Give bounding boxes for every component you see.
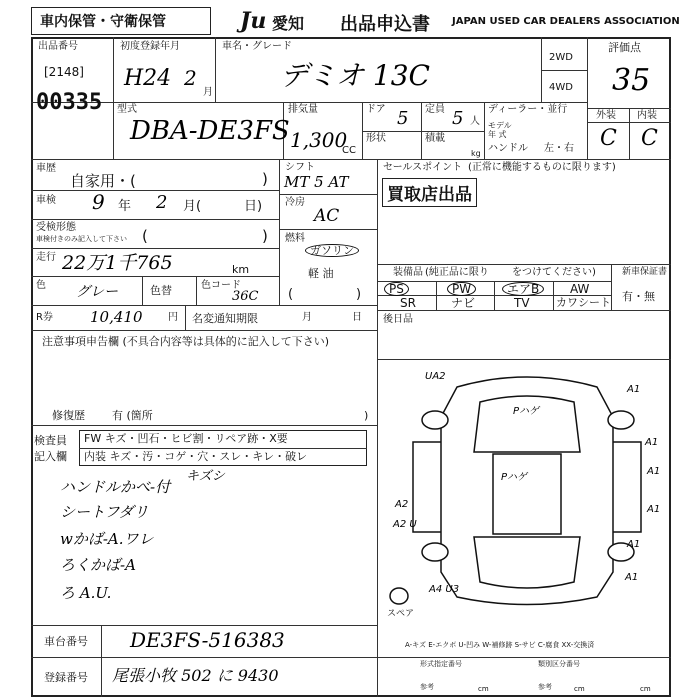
displacement-value: 1,300 [290, 128, 348, 152]
mark-a1-right3: A1 [647, 504, 661, 515]
lot-label: 出品番号 [38, 41, 78, 52]
inspection-year-unit: 年 [118, 199, 132, 214]
dealer-label: ディーラー・並行 [488, 104, 568, 115]
receive-close: ) [262, 227, 268, 245]
storage-text: 車内保管・守衛保管 [40, 14, 166, 30]
score-value: 35 [612, 63, 651, 98]
cert-label-2: 類別区分番号 [538, 660, 580, 668]
capacity-value: 5 [452, 108, 464, 129]
sales-point-label: セールスポイント [383, 162, 463, 173]
sales-point-sub: (正常に機能するものに限ります) [468, 162, 616, 173]
name-change-month: 月 [302, 312, 312, 323]
load-label: 積載 [425, 133, 445, 144]
mark-a1-right: A1 [645, 437, 659, 448]
drive-2wd: 2WD [549, 52, 573, 63]
capacity-label: 定員 [425, 104, 445, 115]
fuel-close: ) [356, 287, 362, 302]
color-value: グレー [76, 284, 118, 300]
model-year-label: モデル 年 式 [488, 121, 512, 139]
inspector-label-1: 検査員 [34, 434, 67, 447]
mileage-unit: km [232, 263, 250, 276]
mark-a1-front: A1 [627, 384, 641, 395]
cert-cm-1: cm [478, 685, 489, 693]
registration-value: 尾張小牧 502 に 9430 [112, 666, 279, 685]
frame-value: DE3FS-516383 [130, 628, 285, 652]
inspector-label-2: 記入欄 [34, 450, 67, 463]
displacement-label: 排気量 [288, 104, 318, 115]
note-5: ろくかば-A [60, 556, 136, 574]
drive-4wd: 4WD [549, 82, 573, 93]
repair-close: ) [364, 409, 369, 422]
mileage-value: 22万1千765 [62, 252, 173, 274]
handle-options: 左・右 [544, 143, 574, 154]
mark-a2-left2: A2 U [393, 519, 417, 530]
recycle-label: R券 [36, 312, 53, 323]
notes-label: 注意事項申告欄 (不具合内容等は具体的に記入して下さい) [42, 335, 330, 348]
fuel-diesel: 軽 油 [308, 267, 334, 280]
name-change-label: 名変通知期限 [192, 312, 258, 325]
mark-a4-u3: A4 U3 [429, 584, 460, 595]
history-value: 自家用・( [70, 172, 136, 190]
equipment-sub: (純正品に限り [425, 267, 489, 278]
doors-value: 5 [397, 108, 409, 129]
lot-bracket: [2148] [44, 65, 84, 79]
ac-label: 冷房 [285, 197, 305, 208]
fuel-gasoline: ガソリン [305, 244, 359, 257]
recycle-value: 10,410 [90, 308, 143, 326]
cert-label-1: 形式指定番号 [420, 660, 462, 668]
new-warranty-label: 新車保証書 [622, 267, 668, 277]
mark-a1-rear-right: A1 [625, 572, 639, 583]
mark-a1-right2: A1 [647, 466, 661, 477]
displacement-unit: CC [342, 145, 356, 156]
frame-label: 車台番号 [44, 635, 88, 648]
exterior-label: 外装 [596, 110, 616, 121]
inspection-label: 車検 [36, 195, 56, 206]
mark-pハゲ-1: Pハゲ [513, 406, 540, 417]
equipment-label: 装備品 [393, 267, 423, 278]
cert-ref-1: 参考 [420, 683, 434, 691]
chassis-type-label: 型式 [117, 104, 137, 115]
equip-airbag: エアB [502, 282, 544, 296]
equip-pw: PW [447, 282, 476, 296]
receive-label: 受検形態 [36, 222, 76, 233]
back-label: 後日品 [383, 314, 413, 325]
car-diagram [385, 362, 669, 620]
color-code-label: 色コード [201, 280, 241, 291]
shift-label: シフト [285, 162, 315, 173]
note-3: シートフダリ [60, 503, 149, 521]
form-title: 出品申込書 [340, 14, 430, 35]
ju-logo: Ju [240, 8, 267, 34]
first-reg-month-unit: 月 [203, 87, 213, 98]
shape-label: 形状 [366, 133, 386, 144]
fuel-label: 燃料 [285, 233, 305, 244]
history-label: 車歴 [36, 163, 56, 174]
name-change-day: 日 [352, 312, 362, 323]
color-label: 色 [36, 280, 46, 291]
mark-ua2: UA2 [425, 371, 446, 382]
cert-cm-2: cm [574, 685, 585, 693]
shift-value: MT 5 AT [284, 173, 349, 191]
mileage-label: 走行 [36, 252, 56, 263]
model-value: デミオ 13C [280, 59, 430, 92]
equip-ps: PS [384, 282, 409, 296]
note-4: wかば-A.ワレ [60, 530, 154, 548]
equip-aw: AW [570, 282, 590, 296]
cert-ref-2: 参考 [538, 683, 552, 691]
load-unit: kg [471, 149, 481, 158]
equip-sr: SR [400, 296, 416, 310]
exterior-grade: C [600, 126, 617, 151]
mark-a2-left: A2 [395, 499, 409, 510]
equipment-sub2: をつけてください) [512, 267, 596, 278]
doors-label: ドア [366, 104, 386, 115]
mark-a1-rear: A1 [627, 539, 641, 550]
ac-value: AC [314, 206, 340, 226]
note-1: ハンドルかべ-付 [60, 478, 171, 496]
cert-cm-3: cm [640, 685, 651, 693]
storage-badge [31, 7, 211, 35]
inspection-month-unit: 月( [183, 199, 202, 214]
new-warranty-value: 有・無 [622, 290, 655, 303]
first-reg-year: H24 [124, 66, 172, 91]
chassis-type-value: DBA-DE3FS [130, 116, 290, 146]
history-close: ) [262, 170, 268, 188]
first-reg-label: 初度登録年月 [120, 41, 180, 52]
inspection-month: 2 [156, 192, 168, 213]
equip-tv: TV [514, 296, 530, 310]
sales-point-text: 買取店出品 [382, 178, 477, 207]
handle-label: ハンドル [488, 143, 528, 154]
repair-value: 有 (箇所 [112, 409, 153, 422]
equip-kawa-seat: カワシート [556, 296, 611, 309]
score-label: 評価点 [608, 41, 641, 54]
mark-pハゲ-2: Pハゲ [501, 472, 528, 483]
note-6: ろ A.U. [60, 584, 112, 602]
fuel-open: ( [288, 287, 294, 302]
equip-navi: ナビ [451, 296, 476, 310]
damage-legend: A-キズ E-エクボ U-凹み W-補修跡 S-サビ C-腐食 XX-交換済 [405, 641, 595, 649]
first-reg-month: 2 [184, 66, 197, 90]
lot-number: 00335 [36, 90, 103, 115]
spare-label: スペア [387, 609, 415, 619]
interior-grade: C [641, 126, 658, 151]
inspector-row-1: FW キズ・凹石・ヒビ割・リペア跡・X要 [84, 432, 288, 445]
interior-label: 内装 [637, 110, 657, 121]
inspection-year: 9 [92, 190, 105, 214]
inspector-row-2: 内装 キズ・汚・コゲ・穴・スレ・キレ・破レ [84, 450, 308, 463]
recycle-unit: 円 [168, 312, 178, 323]
aichi-label: 愛知 [272, 14, 305, 33]
receive-open: ( [142, 227, 148, 245]
inspection-day-unit: 日) [244, 199, 263, 214]
receive-sub: 車検付きのみ記入して下さい [36, 235, 127, 243]
color-code: 36C [232, 289, 259, 304]
repair-label: 修復歴 [52, 409, 85, 422]
registration-label: 登録番号 [44, 671, 88, 684]
association-name: JAPAN USED CAR DEALERS ASSOCIATION [452, 16, 680, 27]
model-label: 車名・グレード [222, 41, 292, 52]
note-2: キズシ [186, 469, 225, 484]
color-change-label: 色替 [150, 284, 172, 297]
capacity-unit: 人 [470, 116, 480, 127]
